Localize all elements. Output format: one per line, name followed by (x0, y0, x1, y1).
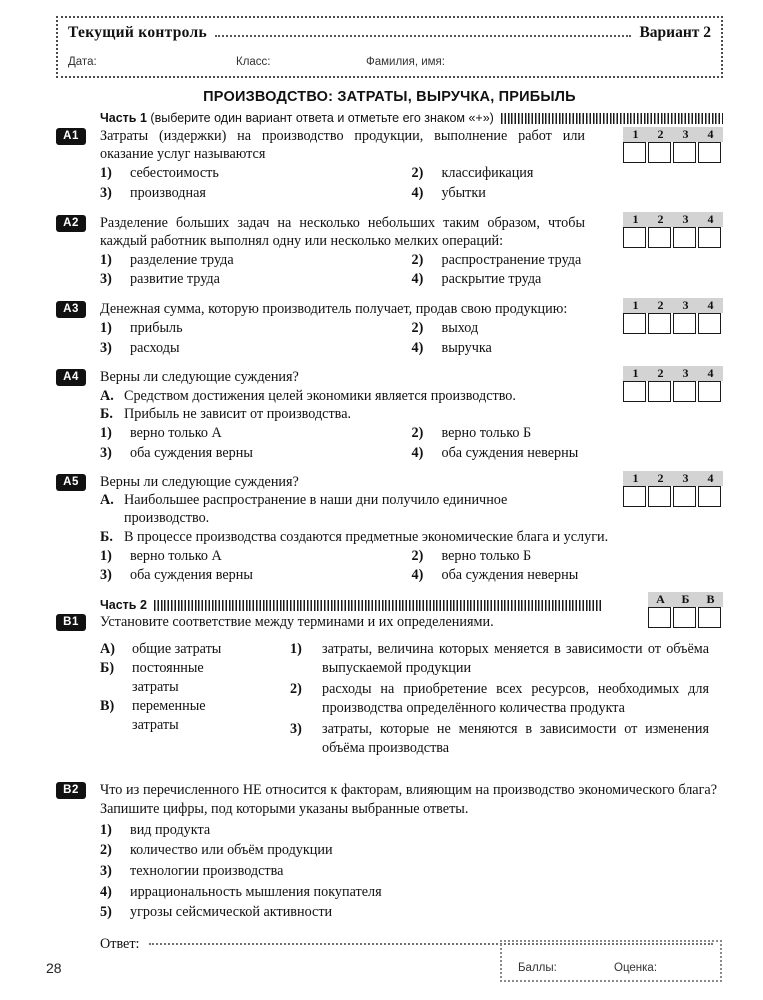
question-stem: Затраты (издержки) на производство продукции, выполнение работ или оказание услуг называются (100, 128, 585, 163)
statement-marker: Б. (100, 405, 113, 422)
option-number: 1) (100, 251, 112, 268)
question-options (100, 164, 723, 203)
answer-col-3: 3 (682, 127, 689, 141)
option-item[interactable] (100, 840, 723, 861)
option-item[interactable] (412, 164, 724, 184)
option-number: 3) (100, 271, 112, 288)
option-text: себестоимость (130, 165, 219, 182)
answer-col-4: 4 (707, 298, 714, 313)
option-text: оба суждения верны (130, 444, 253, 461)
option-item[interactable] (100, 319, 412, 339)
variant-label: Вариант 2 (639, 24, 711, 41)
statement-marker: А. (100, 387, 114, 404)
option-text: верно только А (130, 547, 222, 564)
question-options (100, 820, 723, 923)
definition-text: затраты, величина которых меняется в зависимости от объёма выпускаемой продукции (322, 641, 709, 677)
term-text: общие затраты (132, 641, 222, 658)
question-options (100, 424, 723, 463)
option-number: 2) (100, 842, 112, 859)
answer-col-1: 1 (632, 298, 639, 313)
answer-box-3[interactable] (673, 486, 696, 507)
definition-text: затраты, которые не меняются в зависимости от изменения объёма производства (322, 720, 709, 756)
answer-grid-a1[interactable] (623, 127, 723, 163)
option-number: 2) (411, 320, 424, 337)
option-column-left (100, 547, 412, 586)
matching-term-cont (100, 678, 290, 697)
answer-box-4[interactable] (698, 486, 721, 507)
answer-col-1: 1 (632, 471, 639, 486)
option-number: 2) (411, 251, 424, 268)
answer-box-4[interactable] (698, 313, 721, 334)
term-text-cont: затраты (132, 678, 179, 695)
part-1-label (100, 111, 494, 125)
question-a5 (56, 473, 723, 586)
answer-box-3[interactable] (673, 313, 696, 334)
answer-col-2: 2 (657, 366, 664, 381)
grade-label: Оценка: (614, 962, 658, 974)
question-options (100, 251, 723, 290)
answer-grid-header (623, 366, 723, 381)
answer-col-4: 4 (707, 366, 714, 381)
option-text: классификация (441, 165, 534, 182)
option-column-left (100, 251, 412, 290)
option-item[interactable] (412, 184, 724, 204)
option-text: количество или объём продукции (130, 842, 333, 859)
option-number: 4) (411, 444, 424, 461)
answer-box-4[interactable] (698, 142, 721, 163)
answer-box-a[interactable] (648, 607, 671, 628)
statement-marker: А. (100, 492, 114, 509)
option-column-left (100, 164, 412, 203)
option-column-right (412, 251, 724, 290)
matching-definition[interactable] (290, 680, 709, 718)
question-options (100, 547, 723, 586)
question-a2 (56, 211, 723, 291)
option-number: 3) (100, 339, 112, 356)
option-number: 3) (100, 567, 112, 584)
question-stem: Верны ли следующие суждения? (100, 474, 299, 491)
option-item[interactable] (100, 424, 412, 444)
date-field-label[interactable]: Дата: (68, 56, 97, 68)
option-text: технологии производства (130, 862, 284, 879)
option-item[interactable] (100, 184, 412, 204)
option-text: верно только Б (441, 547, 532, 564)
question-stem: Верны ли следующие суждения? (100, 369, 299, 386)
option-item[interactable] (100, 902, 723, 923)
option-text: выход (441, 320, 479, 337)
question-badge: A2 (56, 215, 86, 232)
question-stem: Установите соответствие между терминами и их определениями. (100, 614, 494, 630)
option-text: угрозы сейсмической активности (130, 904, 333, 921)
option-number: 3) (100, 862, 112, 879)
option-number: 4) (411, 339, 424, 356)
option-text: выручка (441, 339, 492, 356)
option-text: оба суждения неверны (441, 567, 579, 584)
option-column-right (412, 424, 724, 463)
answer-col-3: 3 (682, 471, 689, 486)
answer-box-2[interactable] (648, 227, 671, 248)
option-number: 1) (100, 424, 112, 441)
option-number: 1) (100, 165, 112, 182)
part-2-label-text: Часть 2 (100, 598, 147, 612)
option-item[interactable] (100, 820, 723, 841)
definition-number: 2) (290, 680, 302, 697)
answer-box-1[interactable] (623, 486, 646, 507)
statement-text: Наибольшее распространение в наши дни получило единичное производство. (124, 492, 508, 527)
answer-col-1: 1 (632, 127, 639, 141)
answer-grid-header (623, 471, 723, 486)
answer-grid-header (623, 127, 723, 142)
option-column-left (100, 424, 412, 463)
answer-col-3: 3 (682, 366, 689, 381)
answer-box-3[interactable] (673, 142, 696, 163)
answer-col-3: 3 (682, 298, 689, 313)
answer-col-a: А (656, 592, 665, 606)
definition-number: 3) (290, 720, 302, 737)
term-text: переменные (132, 697, 206, 714)
answer-box-b[interactable] (673, 607, 696, 628)
answer-grid-boxes[interactable] (623, 142, 723, 163)
option-item[interactable] (100, 861, 723, 882)
question-badge: B2 (56, 782, 86, 799)
matching-definition[interactable] (290, 640, 709, 678)
answer-grid-boxes[interactable] (623, 486, 723, 507)
option-text: оба суждения верны (130, 567, 253, 584)
option-column-right (412, 547, 724, 586)
score-label: Баллы: (518, 962, 557, 974)
part-1-instruction: (выберите один вариант ответа и отметьте его знаком «+») (150, 111, 494, 125)
name-field-label[interactable]: Фамилия, имя: (366, 56, 445, 68)
question-stem: Разделение больших задач на несколько небольших таким образом, чтобы каждый работник выполнял одну или несколько мелких операций: (100, 214, 585, 249)
topic-title: ПРОИЗВОДСТВО: ЗАТРАТЫ, ВЫРУЧКА, ПРИБЫЛЬ (203, 89, 576, 105)
option-number: 4) (411, 271, 424, 288)
term-marker: А) (100, 641, 115, 658)
part-2-heading (100, 598, 723, 612)
matching-term[interactable] (100, 640, 290, 659)
answer-col-v: В (706, 592, 715, 606)
term-text: постоянные (132, 660, 204, 677)
definition-number: 1) (290, 641, 302, 658)
option-text: вид продукта (130, 821, 211, 838)
option-number: 3) (100, 184, 112, 201)
answer-grid-boxes[interactable] (623, 381, 723, 402)
answer-box-3[interactable] (673, 227, 696, 248)
option-item[interactable] (412, 444, 724, 464)
score-box[interactable] (500, 940, 722, 982)
answer-box-1[interactable] (623, 142, 646, 163)
matching-definition[interactable] (290, 720, 709, 758)
option-item[interactable] (100, 547, 412, 567)
question-badge: A3 (56, 301, 86, 318)
option-item[interactable] (412, 547, 724, 567)
answer-box-2[interactable] (648, 313, 671, 334)
answer-col-4: 4 (707, 211, 714, 226)
term-marker: В) (100, 697, 115, 714)
answer-col-4: 4 (707, 127, 714, 141)
option-text: распространение труда (441, 251, 582, 268)
answer-box-1[interactable] (623, 381, 646, 402)
statement-text: Прибыль не зависит от производства. (124, 405, 352, 422)
option-item[interactable] (100, 251, 412, 271)
statement-text: В процессе производства создаются предметные экономические блага и услуги. (124, 528, 609, 545)
page-title: Текущий контроль (68, 24, 207, 41)
class-field-label[interactable]: Класс: (236, 56, 271, 68)
answer-grid-header (648, 592, 723, 607)
option-item[interactable] (412, 339, 724, 359)
question-stem: Что из перечисленного НЕ относится к факторам, влияющим на производство экономического блага? Запишите цифры, под которыми указаны выбранные ответы. (100, 782, 717, 817)
answer-box-v[interactable] (698, 607, 721, 628)
option-text: раскрытие труда (441, 271, 542, 288)
option-number: 4) (100, 883, 112, 900)
option-column-right (412, 164, 724, 203)
question-badge: A1 (56, 128, 86, 145)
question-a3 (56, 300, 723, 358)
statement-b (100, 528, 723, 546)
option-number: 2) (411, 165, 424, 182)
answer-col-2: 2 (657, 471, 664, 486)
matching-definitions-column (290, 640, 723, 757)
option-text: расходы (130, 339, 180, 356)
answer-box-2[interactable] (648, 486, 671, 507)
answer-col-b: Б (681, 592, 690, 606)
option-item[interactable] (100, 444, 412, 464)
matching-table (100, 640, 723, 757)
answer-box-1[interactable] (623, 227, 646, 248)
term-marker: Б) (100, 660, 115, 677)
option-text: разделение труда (130, 251, 234, 268)
option-number: 4) (411, 184, 424, 201)
option-text: прибыль (130, 320, 183, 337)
part-1-label-text: Часть 1 (100, 111, 147, 125)
option-number: 1) (100, 547, 112, 564)
question-b2 (56, 781, 723, 922)
option-number: 2) (411, 547, 424, 564)
answer-grid-header (623, 298, 723, 313)
answer-col-1: 1 (632, 211, 639, 226)
answer-label: Ответ: (100, 935, 140, 952)
question-badge: A5 (56, 474, 86, 491)
option-number: 4) (411, 567, 424, 584)
answer-col-2: 2 (657, 211, 664, 226)
answer-col-2: 2 (657, 127, 664, 141)
answer-grid-boxes[interactable] (623, 227, 723, 248)
page-footer (0, 934, 763, 982)
header-fields-row (68, 56, 711, 68)
statement-b (100, 405, 723, 423)
option-number: 2) (411, 424, 424, 441)
header-box (56, 16, 723, 78)
option-number: 5) (100, 904, 112, 921)
answer-col-1: 1 (632, 366, 639, 381)
option-item[interactable] (100, 270, 412, 290)
option-text: убытки (441, 184, 486, 201)
hatch-rule-icon (154, 600, 603, 611)
question-stem: Денежная сумма, которую производитель получает, продав свою продукцию: (100, 301, 568, 318)
answer-col-4: 4 (707, 471, 714, 486)
term-text-cont: затраты (132, 716, 179, 733)
option-text: верно только Б (441, 424, 532, 441)
option-item[interactable] (412, 566, 724, 586)
answer-box-3[interactable] (673, 381, 696, 402)
option-item[interactable] (412, 424, 724, 444)
answer-grid-a4[interactable] (623, 366, 723, 402)
header-title-row (68, 24, 711, 42)
option-item[interactable] (100, 882, 723, 903)
answer-box-4[interactable] (698, 381, 721, 402)
statement-text: Средством достижения целей экономики является производство. (124, 387, 516, 404)
option-text: развитие труда (130, 271, 220, 288)
question-badge: A4 (56, 369, 86, 386)
answer-box-1[interactable] (623, 313, 646, 334)
option-number: 1) (100, 821, 112, 838)
question-a4 (56, 368, 723, 463)
option-column-left (100, 319, 412, 358)
option-item[interactable] (412, 251, 724, 271)
part-2-label (100, 598, 147, 612)
answer-grid-a3[interactable] (623, 298, 723, 334)
matching-term-cont (100, 716, 290, 735)
answer-col-3: 3 (682, 211, 689, 226)
answer-box-4[interactable] (698, 227, 721, 248)
answer-box-2[interactable] (648, 381, 671, 402)
answer-box-2[interactable] (648, 142, 671, 163)
option-number: 3) (100, 444, 112, 461)
answer-grid-header (623, 212, 723, 227)
option-text: производная (130, 184, 206, 201)
statement-marker: Б. (100, 528, 113, 545)
hatch-rule-icon (501, 113, 723, 124)
matching-term[interactable] (100, 659, 290, 678)
option-item[interactable] (100, 566, 412, 586)
question-badge: B1 (56, 614, 86, 631)
option-text: верно только А (130, 424, 222, 441)
definition-text: расходы на приобретение всех ресурсов, необходимых для производства определённого количества продукта (322, 680, 709, 716)
matching-terms-column (100, 640, 290, 757)
option-item[interactable] (412, 270, 724, 290)
title-dot-leader (215, 35, 631, 37)
option-text: иррациональность мышления покупателя (130, 883, 382, 900)
option-text: оба суждения неверны (441, 444, 579, 461)
answer-grid-boxes[interactable] (623, 313, 723, 334)
option-number: 1) (100, 320, 112, 337)
page-number: 28 (46, 960, 62, 976)
answer-col-2: 2 (657, 298, 664, 313)
answer-grid-a2[interactable] (623, 212, 723, 248)
option-item[interactable] (100, 339, 412, 359)
question-a1 (56, 127, 723, 204)
answer-grid-a5[interactable] (623, 471, 723, 507)
answer-grid-b1[interactable] (648, 592, 723, 628)
matching-term[interactable] (100, 697, 290, 716)
part-1-heading (100, 111, 723, 125)
option-item[interactable] (100, 164, 412, 184)
answer-grid-boxes[interactable] (648, 607, 723, 628)
